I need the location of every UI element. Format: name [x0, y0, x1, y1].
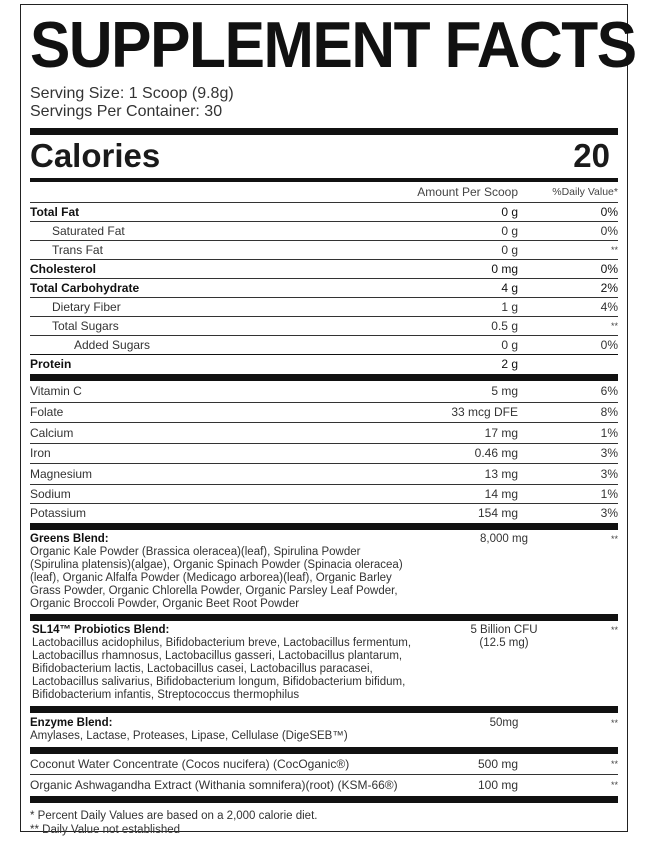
- nutrient-dv: 6%: [600, 384, 618, 399]
- table-row: [30, 297, 618, 316]
- nutrient-name: Total Fat: [30, 205, 80, 219]
- table-row: [30, 484, 618, 503]
- divider-thick: [30, 128, 618, 135]
- blend-ingredients-line: (Spirulina platensis)(algae), Organic Spinach Powder (Spinacia oleracea): [30, 558, 403, 571]
- probiotics-blend: [30, 624, 618, 702]
- amount-header: Amount Per Scoop: [417, 185, 518, 199]
- enzyme-blend-text: [30, 717, 450, 743]
- nutrient-amount: 5 mg: [491, 384, 518, 399]
- nutrient-dv: 0%: [600, 205, 618, 219]
- nutrient-dv: 0%: [600, 224, 618, 238]
- nutrient-dv: 1%: [600, 425, 618, 440]
- blend-ingredients-line: Organic Broccoli Powder, Organic Beet Root Powder: [30, 597, 300, 610]
- calories-row: [30, 135, 618, 175]
- enzyme-blend: [30, 717, 618, 743]
- nutrient-dv: **: [610, 321, 618, 331]
- nutrient-amount: 154 mg: [477, 505, 518, 520]
- nutrient-name: Total Sugars: [52, 319, 119, 333]
- nutrient-name: Potassium: [30, 505, 87, 520]
- column-header-row: [30, 182, 618, 202]
- nutrient-dv: 3%: [600, 505, 618, 520]
- table-row: [30, 221, 618, 240]
- divider-thick: [30, 747, 618, 754]
- blend-ingredients-line: Grass Powder, Organic Chlorella Powder, Organic Parsley Leaf Powder,: [30, 584, 398, 597]
- nutrient-amount: 1 g: [501, 300, 518, 314]
- table-row: [30, 503, 618, 522]
- nutrient-dv: 1%: [600, 486, 618, 501]
- nutrient-amount: 33 mcg DFE: [451, 405, 518, 420]
- footnotes: [30, 809, 618, 837]
- table-row: [30, 402, 618, 423]
- ingredient-name: Coconut Water Concentrate (Cocos nucifera) (CocOganic®): [30, 756, 350, 771]
- blend-amount-mg: (12.5 mg): [479, 636, 529, 649]
- nutrient-amount: 14 mg: [484, 486, 518, 501]
- nutrient-name: Cholesterol: [30, 262, 97, 276]
- greens-blend: [30, 533, 618, 611]
- nutrient-name: Trans Fat: [52, 243, 103, 257]
- nutrient-amount: 0 g: [501, 205, 518, 219]
- nutrient-dv: 8%: [600, 405, 618, 420]
- blend-ingredients-line: Lactobacillus salivarius, Bifidobacterium longum, Bifidobacterium bifidum,: [32, 675, 406, 688]
- nutrient-dv: 3%: [600, 446, 618, 461]
- calories-label: Calories: [30, 137, 161, 174]
- nutrient-name: Saturated Fat: [52, 224, 125, 238]
- panel-content: [30, 5, 636, 837]
- blend-amount: [450, 624, 558, 702]
- nutrient-name: Magnesium: [30, 466, 93, 481]
- calories-value: 20: [573, 137, 610, 174]
- blend-name: Enzyme Blend:: [30, 716, 113, 729]
- nutrient-name: Sodium: [30, 486, 71, 501]
- table-row: [30, 259, 618, 278]
- dv-header: %Daily Value*: [552, 186, 618, 198]
- table-row: [30, 381, 618, 402]
- table-row: [30, 354, 618, 373]
- nutrient-name: Calcium: [30, 425, 74, 440]
- nutrient-dv: **: [610, 245, 618, 255]
- blend-dv: **: [610, 624, 618, 635]
- table-row: [30, 335, 618, 354]
- table-row: [30, 774, 618, 795]
- nutrient-name: Folate: [30, 405, 64, 420]
- blend-name: Greens Blend:: [30, 532, 109, 545]
- blend-ingredients-line: Bifidobacterium infantis, Streptococcus thermophilus: [32, 688, 300, 701]
- servings-per-container: Servings Per Container: 30: [30, 103, 223, 120]
- nutrient-name: Protein: [30, 357, 72, 371]
- nutrient-name: Added Sugars: [74, 338, 151, 352]
- blend-ingredients-line: Amylases, Lactase, Proteases, Lipase, Cellulase (DigeSEB™): [30, 729, 348, 742]
- nutrient-dv: 2%: [600, 281, 618, 295]
- table-row: [30, 316, 618, 335]
- table-row: [30, 754, 618, 775]
- divider-thick: [30, 614, 618, 621]
- blend-ingredients-line: (leaf), Organic Alfalfa Powder (Medicago arborea)(leaf), Organic Barley: [30, 571, 392, 584]
- nutrient-amount: 2 g: [501, 357, 518, 371]
- footnote: ** Daily Value not established: [30, 823, 181, 836]
- table-row: [30, 463, 618, 484]
- nutrient-dv: 0%: [600, 338, 618, 352]
- blend-dv: **: [610, 717, 618, 728]
- ingredient-amount: 100 mg: [477, 777, 518, 792]
- nutrient-name: Iron: [30, 446, 51, 461]
- ingredient-dv: **: [610, 779, 618, 790]
- nutrient-amount: 0 g: [501, 224, 518, 238]
- divider-thick: [30, 523, 618, 530]
- blend-amount: 50mg: [489, 716, 519, 729]
- blend-ingredients-line: Lactobacillus acidophilus, Bifidobacterium breve, Lactobacillus fermentum,: [32, 636, 412, 649]
- nutrient-dv: 0%: [600, 262, 618, 276]
- nutrient-amount: 13 mg: [484, 466, 518, 481]
- panel-title: SUPPLEMENT FACTS: [30, 8, 636, 81]
- blend-amount: 8,000 mg: [480, 532, 528, 545]
- nutrient-name: Dietary Fiber: [52, 300, 121, 314]
- nutrient-amount: 0 mg: [491, 262, 518, 276]
- blend-ingredients-line: Bifidobacterium lactis, Lactobacillus casei, Lactobacillus paracasei,: [32, 662, 373, 675]
- blend-ingredients-line: Lactobacillus rhamnosus, Lactobacillus gasseri, Lactobacillus plantarum,: [32, 649, 403, 662]
- table-row: [30, 240, 618, 259]
- greens-blend-text: [30, 533, 450, 611]
- ingredient-name: Organic Ashwagandha Extract (Withania somnifera)(root) (KSM-66®): [30, 777, 398, 792]
- table-row: [30, 202, 618, 221]
- table-row: [30, 443, 618, 464]
- blend-dv: **: [610, 533, 618, 544]
- divider-thick: [30, 374, 618, 381]
- nutrient-amount: 0.46 mg: [474, 446, 518, 461]
- nutrient-name: Total Carbohydrate: [30, 281, 140, 295]
- ingredient-amount: 500 mg: [477, 756, 518, 771]
- divider-thick: [30, 706, 618, 713]
- nutrient-dv: 4%: [600, 300, 618, 314]
- probiotics-blend-text: [30, 624, 450, 702]
- divider-thick: [30, 796, 618, 803]
- nutrient-amount: 0.5 g: [491, 319, 518, 333]
- nutrient-dv: 3%: [600, 466, 618, 481]
- serving-size: Serving Size: 1 Scoop (9.8g): [30, 85, 234, 102]
- nutrient-amount: 0 g: [501, 243, 518, 257]
- nutrient-amount: 17 mg: [484, 425, 518, 440]
- table-row: [30, 278, 618, 297]
- table-row: [30, 422, 618, 443]
- blend-amount-cfu: 5 Billion CFU: [470, 623, 538, 636]
- nutrient-amount: 4 g: [501, 281, 518, 295]
- blend-name: SL14™ Probiotics Blend:: [32, 623, 170, 636]
- blend-ingredients-line: Organic Kale Powder (Brassica oleracea)(leaf), Spirulina Powder: [30, 545, 361, 558]
- nutrient-name: Vitamin C: [30, 384, 82, 399]
- supplement-facts-panel: [20, 4, 636, 836]
- footnote: * Percent Daily Values are based on a 2,000 calorie diet.: [30, 809, 318, 822]
- ingredient-dv: **: [610, 758, 618, 769]
- nutrient-amount: 0 g: [501, 338, 518, 352]
